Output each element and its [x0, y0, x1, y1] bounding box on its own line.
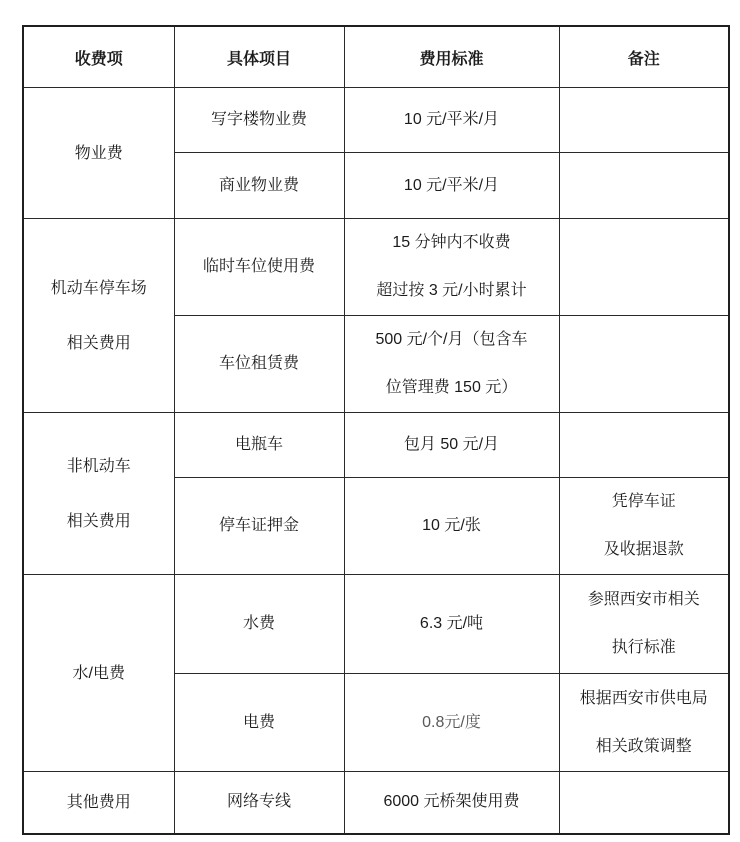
fee-value: 包月 50 元/月	[403, 436, 500, 453]
group-label: 机动车停车场	[50, 279, 147, 297]
group-cell-other-fee	[23, 772, 174, 834]
group-label: 其他费用	[66, 793, 131, 811]
table-row	[23, 219, 729, 316]
group-label: 物业费	[74, 144, 123, 162]
item-label: 电费	[242, 713, 275, 731]
group-label: 非机动车	[66, 457, 131, 475]
item-cell	[174, 88, 344, 153]
note-cell	[559, 575, 729, 674]
item-label: 车位租赁费	[218, 355, 299, 372]
note-text: 执行标准	[611, 639, 676, 656]
item-label: 停车证押金	[218, 517, 299, 534]
fee-value: 位管理费 150 元）	[385, 379, 518, 396]
item-label: 写字楼物业费	[210, 111, 307, 128]
table-row	[23, 772, 729, 834]
group-cell-water-electric	[23, 575, 174, 772]
fee-cell	[344, 153, 559, 219]
fee-table-container	[22, 25, 730, 835]
item-cell	[174, 674, 344, 772]
note-cell	[559, 88, 729, 153]
fee-cell	[344, 674, 559, 772]
header-cell-specific-item: 具体项目	[174, 26, 344, 88]
item-label: 水费	[242, 615, 275, 632]
fee-cell	[344, 413, 559, 478]
item-cell	[174, 153, 344, 219]
fee-cell	[344, 478, 559, 575]
item-label: 商业物业费	[218, 176, 299, 194]
fee-value: 10 元/平米/月	[403, 111, 500, 128]
header-cell-fee-item: 收费项	[23, 26, 174, 88]
item-label: 临时车位使用费	[202, 258, 315, 275]
fee-cell	[344, 772, 559, 834]
fee-value: 15 分钟内不收费	[392, 234, 511, 251]
group-label: 水/电费	[72, 664, 125, 682]
item-cell	[174, 772, 344, 834]
group-cell-property-fee	[23, 88, 174, 219]
table-row	[23, 413, 729, 478]
header-row	[23, 26, 729, 88]
group-cell-motor-parking	[23, 219, 174, 413]
item-label: 网络专线	[226, 793, 291, 811]
fee-value: 6000 元桥架使用费	[383, 793, 520, 811]
header-cell-remarks: 备注	[559, 26, 729, 88]
note-text: 凭停车证	[611, 493, 676, 510]
fee-cell	[344, 575, 559, 674]
fee-table	[22, 25, 730, 835]
item-cell	[174, 413, 344, 478]
note-cell	[559, 478, 729, 575]
fee-value: 超过按 3 元/小时累计	[376, 282, 527, 299]
note-text: 及收据退款	[603, 541, 684, 558]
note-text: 根据西安市供电局	[579, 689, 708, 707]
fee-value: 10 元/平米/月	[403, 176, 500, 194]
group-label: 相关费用	[66, 334, 131, 352]
note-cell	[559, 219, 729, 316]
note-cell	[559, 674, 729, 772]
fee-cell	[344, 316, 559, 413]
item-cell	[174, 219, 344, 316]
fee-cell	[344, 219, 559, 316]
fee-value: 6.3 元/吨	[419, 615, 484, 632]
note-cell	[559, 153, 729, 219]
note-text: 参照西安市相关	[587, 591, 700, 608]
fee-value: 10 元/张	[422, 517, 481, 534]
fee-value: 0.8元/度	[422, 713, 481, 731]
note-cell	[559, 772, 729, 834]
item-label: 电瓶车	[234, 436, 283, 453]
fee-cell	[344, 88, 559, 153]
table-row	[23, 88, 729, 153]
item-cell	[174, 316, 344, 413]
item-cell	[174, 478, 344, 575]
group-cell-non-motor	[23, 413, 174, 575]
header-cell-fee-standard: 费用标准	[344, 26, 559, 88]
item-cell	[174, 575, 344, 674]
group-label: 相关费用	[66, 512, 131, 530]
note-cell	[559, 316, 729, 413]
note-text: 相关政策调整	[595, 737, 692, 755]
table-row	[23, 575, 729, 674]
note-cell	[559, 413, 729, 478]
fee-value: 500 元/个/月（包含车	[375, 331, 528, 348]
